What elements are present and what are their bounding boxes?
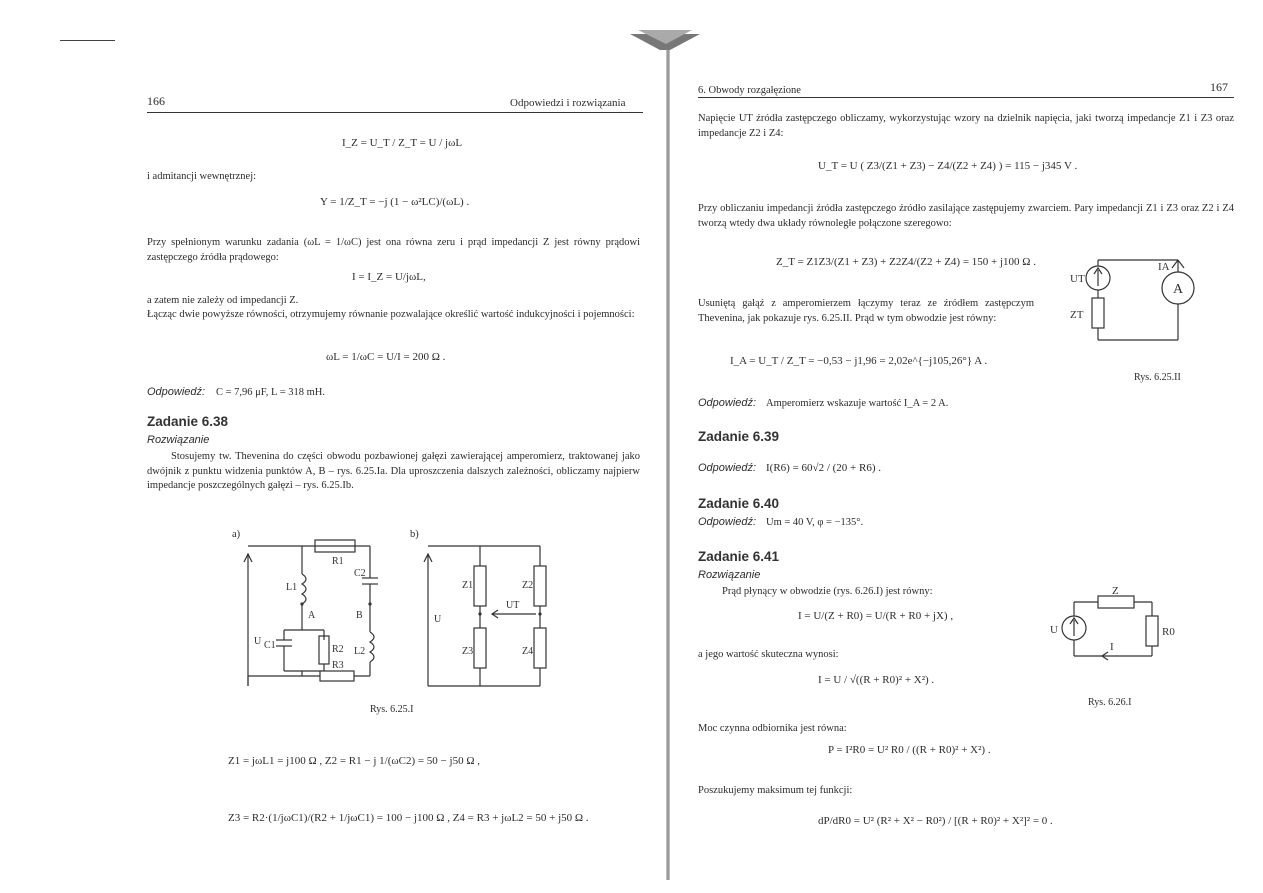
equation-dp: dP/dR0 = U² (R² + X² − R0²) / [(R + R0)² + X²]² = 0 . — [818, 815, 1053, 827]
ammeter-icon: A — [1173, 282, 1184, 297]
label-z3: Z3 — [462, 646, 474, 657]
fig-label-b: b) — [410, 529, 419, 540]
answer-6-40-label: Odpowiedź: — [698, 516, 757, 528]
text-admittance: i admitancji wewnętrznej: — [147, 171, 257, 182]
label-z2: Z2 — [522, 580, 534, 591]
answer-6-38-text: Amperomierz wskazuje wartość I_A = 2 A. — [766, 398, 949, 409]
header-rule-right — [698, 97, 1234, 98]
label-node-a: A — [308, 610, 316, 621]
equation-ut: U_T = U ( Z3/(Z1 + Z3) − Z4/(Z2 + Z4) ) = 115 − j345 V . — [818, 160, 1078, 172]
answer-label: Odpowiedź: — [147, 386, 206, 398]
label-c1: C1 — [264, 640, 276, 651]
text-effective-value: a jego wartość skuteczna wynosi: — [698, 649, 839, 660]
subheading-solution-641: Rozwiązanie — [698, 569, 761, 581]
label-r3: R3 — [332, 660, 344, 671]
label-r1: R1 — [332, 556, 344, 567]
paragraph-thevenin: Stosujemy tw. Thevenina do części obwodu pozbawionej gałęzi zawierającej amperomierz, traktowanej jako dwójnik z punktu widzenia punktów A, B – rys. 6.25.Ia. Dla uproszczenia dalszych zależności, obliczamy najpierw impedancje poszczególnych gałęzi – rys. 6.25.Ib. — [147, 451, 640, 491]
label-ut: UT — [506, 600, 520, 611]
label-z: Z — [1112, 585, 1119, 597]
running-head: Odpowiedzi i rozwiązania — [510, 97, 626, 109]
heading-6-40: Zadanie 6.40 — [698, 496, 780, 511]
equation-z3-z4: Z3 = R2·(1/jωC1)/(R2 + 1/jωC1) = 100 − j100 Ω , Z4 = R3 + jωL2 = 50 + j50 Ω . — [228, 812, 589, 824]
figure-caption-6-25-I: Rys. 6.25.I — [370, 704, 414, 715]
equation-iz: I_Z = U_T / Z_T = U / jωL — [342, 137, 463, 149]
right-page — [668, 0, 1263, 893]
label-ut-2: UT — [1070, 273, 1085, 285]
equation-i-1: I = U/(Z + R0) = U/(R + R0 + jX) , — [798, 610, 954, 622]
equation-zt: Z_T = Z1Z3/(Z1 + Z3) + Z2Z4/(Z2 + Z4) = 150 + j100 Ω . — [776, 256, 1036, 268]
equation-i-2: I = U / √((R + R0)² + X²) . — [818, 674, 935, 686]
answer-text: C = 7,96 μF, L = 318 mH. — [216, 387, 325, 398]
text-maximum: Poszukujemy maksimum tej funkcji: — [698, 785, 853, 796]
equation-y: Y = 1/Z_T = −j (1 − ω²LC)/(ωL) . — [320, 196, 470, 208]
circuit-figure-6-26-I — [1048, 585, 1175, 668]
answer-6-38-label: Odpowiedź: — [698, 397, 757, 409]
label-r2: R2 — [332, 644, 344, 655]
label-u-2: U — [1050, 624, 1058, 636]
answer-6-39-text: I(R6) = 60√2 / (20 + R6) . — [766, 462, 881, 474]
label-u-b: U — [434, 614, 442, 625]
circuit-figure-6-25-II — [1068, 258, 1238, 348]
heading-6-39: Zadanie 6.39 — [698, 429, 780, 444]
paragraph-reconnect: Usuniętą gałąź z amperomierzem łączymy teraz ze źródłem zastępczym Thevenina, jak pokazuje rys. 6.25.II. Prąd w tym obwodzie jest równy: — [698, 298, 1034, 324]
text-independence: a zatem nie zależy od impedancji Z. — [147, 295, 299, 306]
subheading-solution: Rozwiązanie — [147, 434, 210, 446]
paragraph-current: Prąd płynący w obwodzie (rys. 6.26.I) jest równy: — [722, 586, 933, 597]
header-rule — [147, 112, 643, 113]
equation-ia: I_A = U_T / Z_T = −0,53 − j1,96 = 2,02e^{−j105,26°} A . — [730, 355, 988, 367]
fig-label-a: a) — [232, 529, 241, 540]
page-number-right: 167 — [1210, 80, 1228, 94]
text-active-power: Moc czynna odbiornika jest równa: — [698, 723, 847, 734]
label-i: I — [1110, 641, 1114, 653]
page-number-left: 166 — [147, 94, 165, 108]
label-r0: R0 — [1162, 626, 1175, 638]
label-node-b: B — [356, 610, 363, 621]
label-l2: L2 — [354, 646, 366, 657]
answer-6-40-text: Um = 40 V, φ = −135°. — [766, 517, 864, 528]
paragraph-combine: Łącząc dwie powyższe równości, otrzymujemy równanie pozwalające określić wartość indukcyjności i pojemności: — [147, 309, 635, 320]
paragraph-impedance: Przy obliczaniu impedancji źródła zastępczego źródło zasilające zastępujemy zwarciem. Pary impedancji Z1 i Z3 oraz Z2 i Z4 tworzą wtedy dwa układy równoległe połączone szeregowo: — [698, 203, 1234, 229]
heading-6-38: Zadanie 6.38 — [147, 414, 229, 429]
heading-6-41: Zadanie 6.41 — [698, 549, 780, 564]
section-title: 6. Obwody rozgałęzione — [698, 85, 801, 96]
label-zt: ZT — [1070, 309, 1084, 321]
label-l1: L1 — [286, 582, 298, 593]
label-c2: C2 — [354, 568, 366, 579]
circuit-figure-6-25-I — [240, 536, 570, 696]
equation-p: P = I²R0 = U² R0 / ((R + R0)² + X²) . — [828, 744, 991, 756]
label-z4: Z4 — [522, 646, 534, 657]
paragraph-condition: Przy spełnionym warunku zadania (ωL = 1/ωC) jest ona równa zeru i prąd impedancji Z jest równy prądowi zastępczego źródła prądowego: — [147, 237, 640, 263]
answer-6-39-label: Odpowiedź: — [698, 462, 757, 474]
equation-z1-z2: Z1 = jωL1 = j100 Ω , Z2 = R1 − j 1/(ωC2) = 50 − j50 Ω , — [228, 755, 480, 767]
equation-i: I = I_Z = U/jωL, — [352, 271, 426, 283]
equation-wl: ωL = 1/ωC = U/I = 200 Ω . — [326, 351, 446, 363]
label-ia: IA — [1158, 261, 1170, 273]
figure-caption-6-25-II: Rys. 6.25.II — [1134, 372, 1181, 383]
label-z1: Z1 — [462, 580, 474, 591]
figure-caption-6-26-I: Rys. 6.26.I — [1088, 697, 1132, 708]
paragraph-voltage-divider: Napięcie UT źródła zastępczego obliczamy, wykorzystując wzory na dzielnik napięcia, jaki tworzą impedancje Z1 i Z3 oraz impedancje Z2 i Z4: — [698, 113, 1234, 139]
label-u-a: U — [254, 636, 262, 647]
